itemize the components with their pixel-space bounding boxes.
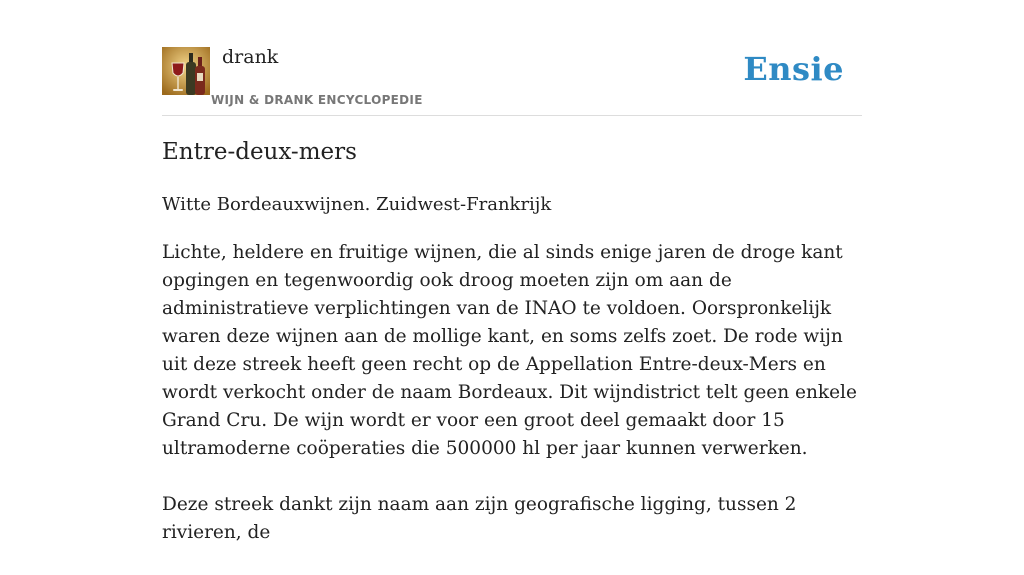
site-header [162,0,862,116]
brand-logo[interactable]: Ensie [743,50,844,88]
page-title: Entre-deux-mers [162,139,357,165]
site-subtitle: WIJN & DRANK ENCYCLOPEDIE [211,93,423,107]
article-body [162,239,864,575]
article-paragraph: Lichte, heldere en fruitige wijnen, die al sinds enige jaren de droge kant opgingen en tegenwoordig ook droog moeten zijn om aan de administratieve verplichtingen van de INAO te voldoen. Oorspronkelijk waren deze wijnen aan de mollige kant, en soms zelfs zoet. De rode wijn uit deze streek heeft geen recht op de Appellation Entre-deux-Mers en wordt verkocht onder de naam Bordeaux. Dit wijndistrict telt geen enkele Grand Cru. De wijn wordt er voor een groot deel gemaakt door 15 ultramoderne coöperaties die 500000 hl per jaar kunnen verwerken. [162,242,857,459]
avatar[interactable] [162,47,210,95]
site-name[interactable]: drank [222,46,279,68]
article-subtitle: Witte Bordeauxwijnen. Zuidwest-Frankrijk [162,194,552,215]
article-page [162,0,862,543]
article-paragraph: Deze streek dankt zijn naam aan zijn geografische ligging, tussen 2 rivieren, de [162,494,797,543]
wine-bottles-glass-icon [162,47,210,95]
